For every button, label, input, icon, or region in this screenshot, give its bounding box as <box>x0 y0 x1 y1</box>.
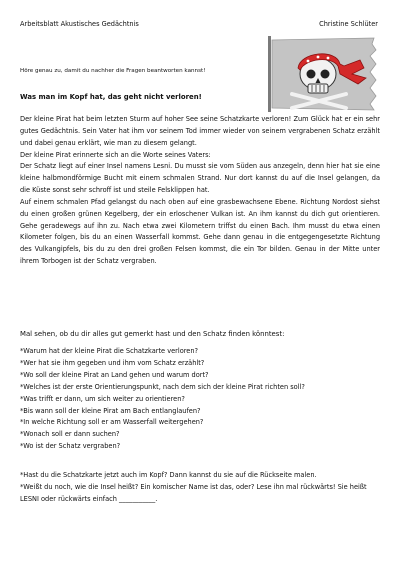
story-paragraph: Der kleine Pirat hat beim letzten Sturm auf hoher See seine Schatzkarte verloren! Zum Glück hat er ein sehr gutes Gedächtnis. Sein Vater hat ihm vor seinem Tod immer wieder von seinem vergrabenen Schatz erzählt und dabei genau erklärt, wie man zu diesem gelangt. <box>20 115 380 147</box>
story-text <box>20 114 380 268</box>
question-item: *Wo soll der kleine Pirat an Land gehen und warum dort? <box>20 370 209 379</box>
pirate-flag-icon <box>266 34 380 112</box>
question-item: *Welches ist der erste Orientierungspunkt, nach dem sich der kleine Pirat richten soll? <box>20 382 305 391</box>
question-list <box>20 346 380 453</box>
question-item: *Bis wann soll der kleine Pirat am Bach entlanglaufen? <box>20 406 201 415</box>
question-item: *Was trifft er dann, um sich weiter zu orientieren? <box>20 394 185 403</box>
story-paragraph: Der kleine Pirat erinnerte sich an die Worte seines Vaters: <box>20 150 211 159</box>
story-paragraph: Auf einem schmalen Pfad gelangst du nach oben auf eine grasbewachsene Ebene. Richtung Nordost siehst du einen großen grünen Kegelberg, der ein erloschener Vulkan ist. An ihm kannst du dich gut orientieren. Gehe geradewegs auf ihn zu. Nach etwa zwei Kilometern triffst du einen Bach. Ihm musst du etwa einen Kilometer folgen, bis du an einen Wasserfall kommst. Gehe dann genau in die entgegengesetzte Richtung des Vulkangipfels, bis du zu den drei großen Felsen kommst, die ein Tor bilden. Genau in der Mitte unter ihrem Torbogen ist der Schatz vergraben. <box>20 197 380 266</box>
question-item: *In welche Richtung soll er am Wasserfall weitergehen? <box>20 418 204 427</box>
task-item: *Weißt du noch, wie die Insel heißt? Ein komischer Name ist das, oder? Lese ihn mal rückwärts! Sie heißt LESNI oder rückwärts einfach ___________. <box>20 482 367 503</box>
question-item: *Warum hat der kleine Pirat die Schatzkarte verloren? <box>20 347 199 355</box>
story-paragraph: Der Schatz liegt auf einer Insel namens Lesni. Du musst sie vom Süden aus anzegeln, denn hier hat sie eine kleine halbmondförmige Bucht mit einem schmalen Strand. Nur dort kannst du auf die Insel gelangen, da die Küste sonst sehr schroff ist und steile Felsklippen hat. <box>20 162 380 195</box>
task-list <box>20 470 380 506</box>
questions-prompt: Mal sehen, ob du dir alles gut gemerkt hast und den Schatz finden könntest: <box>20 330 285 338</box>
header-right: Christine Schlüter <box>319 20 378 28</box>
question-item: *Wer hat sie ihm gegeben und ihm vom Schatz erzählt? <box>20 358 205 367</box>
worksheet-title: Was man im Kopf hat, das geht nicht verloren! <box>20 93 202 101</box>
instruction: Höre genau zu, damit du nachher die Fragen beantworten kannst! <box>20 68 206 74</box>
question-item: *Wo ist der Schatz vergraben? <box>20 442 121 451</box>
header-left: Arbeitsblatt Akustisches Gedächtnis <box>20 20 139 28</box>
question-item: *Wonach soll er dann suchen? <box>20 430 120 439</box>
task-item: *Hast du die Schatzkarte jetzt auch im Kopf? Dann kannst du sie auf die Rückseite malen. <box>20 471 317 479</box>
